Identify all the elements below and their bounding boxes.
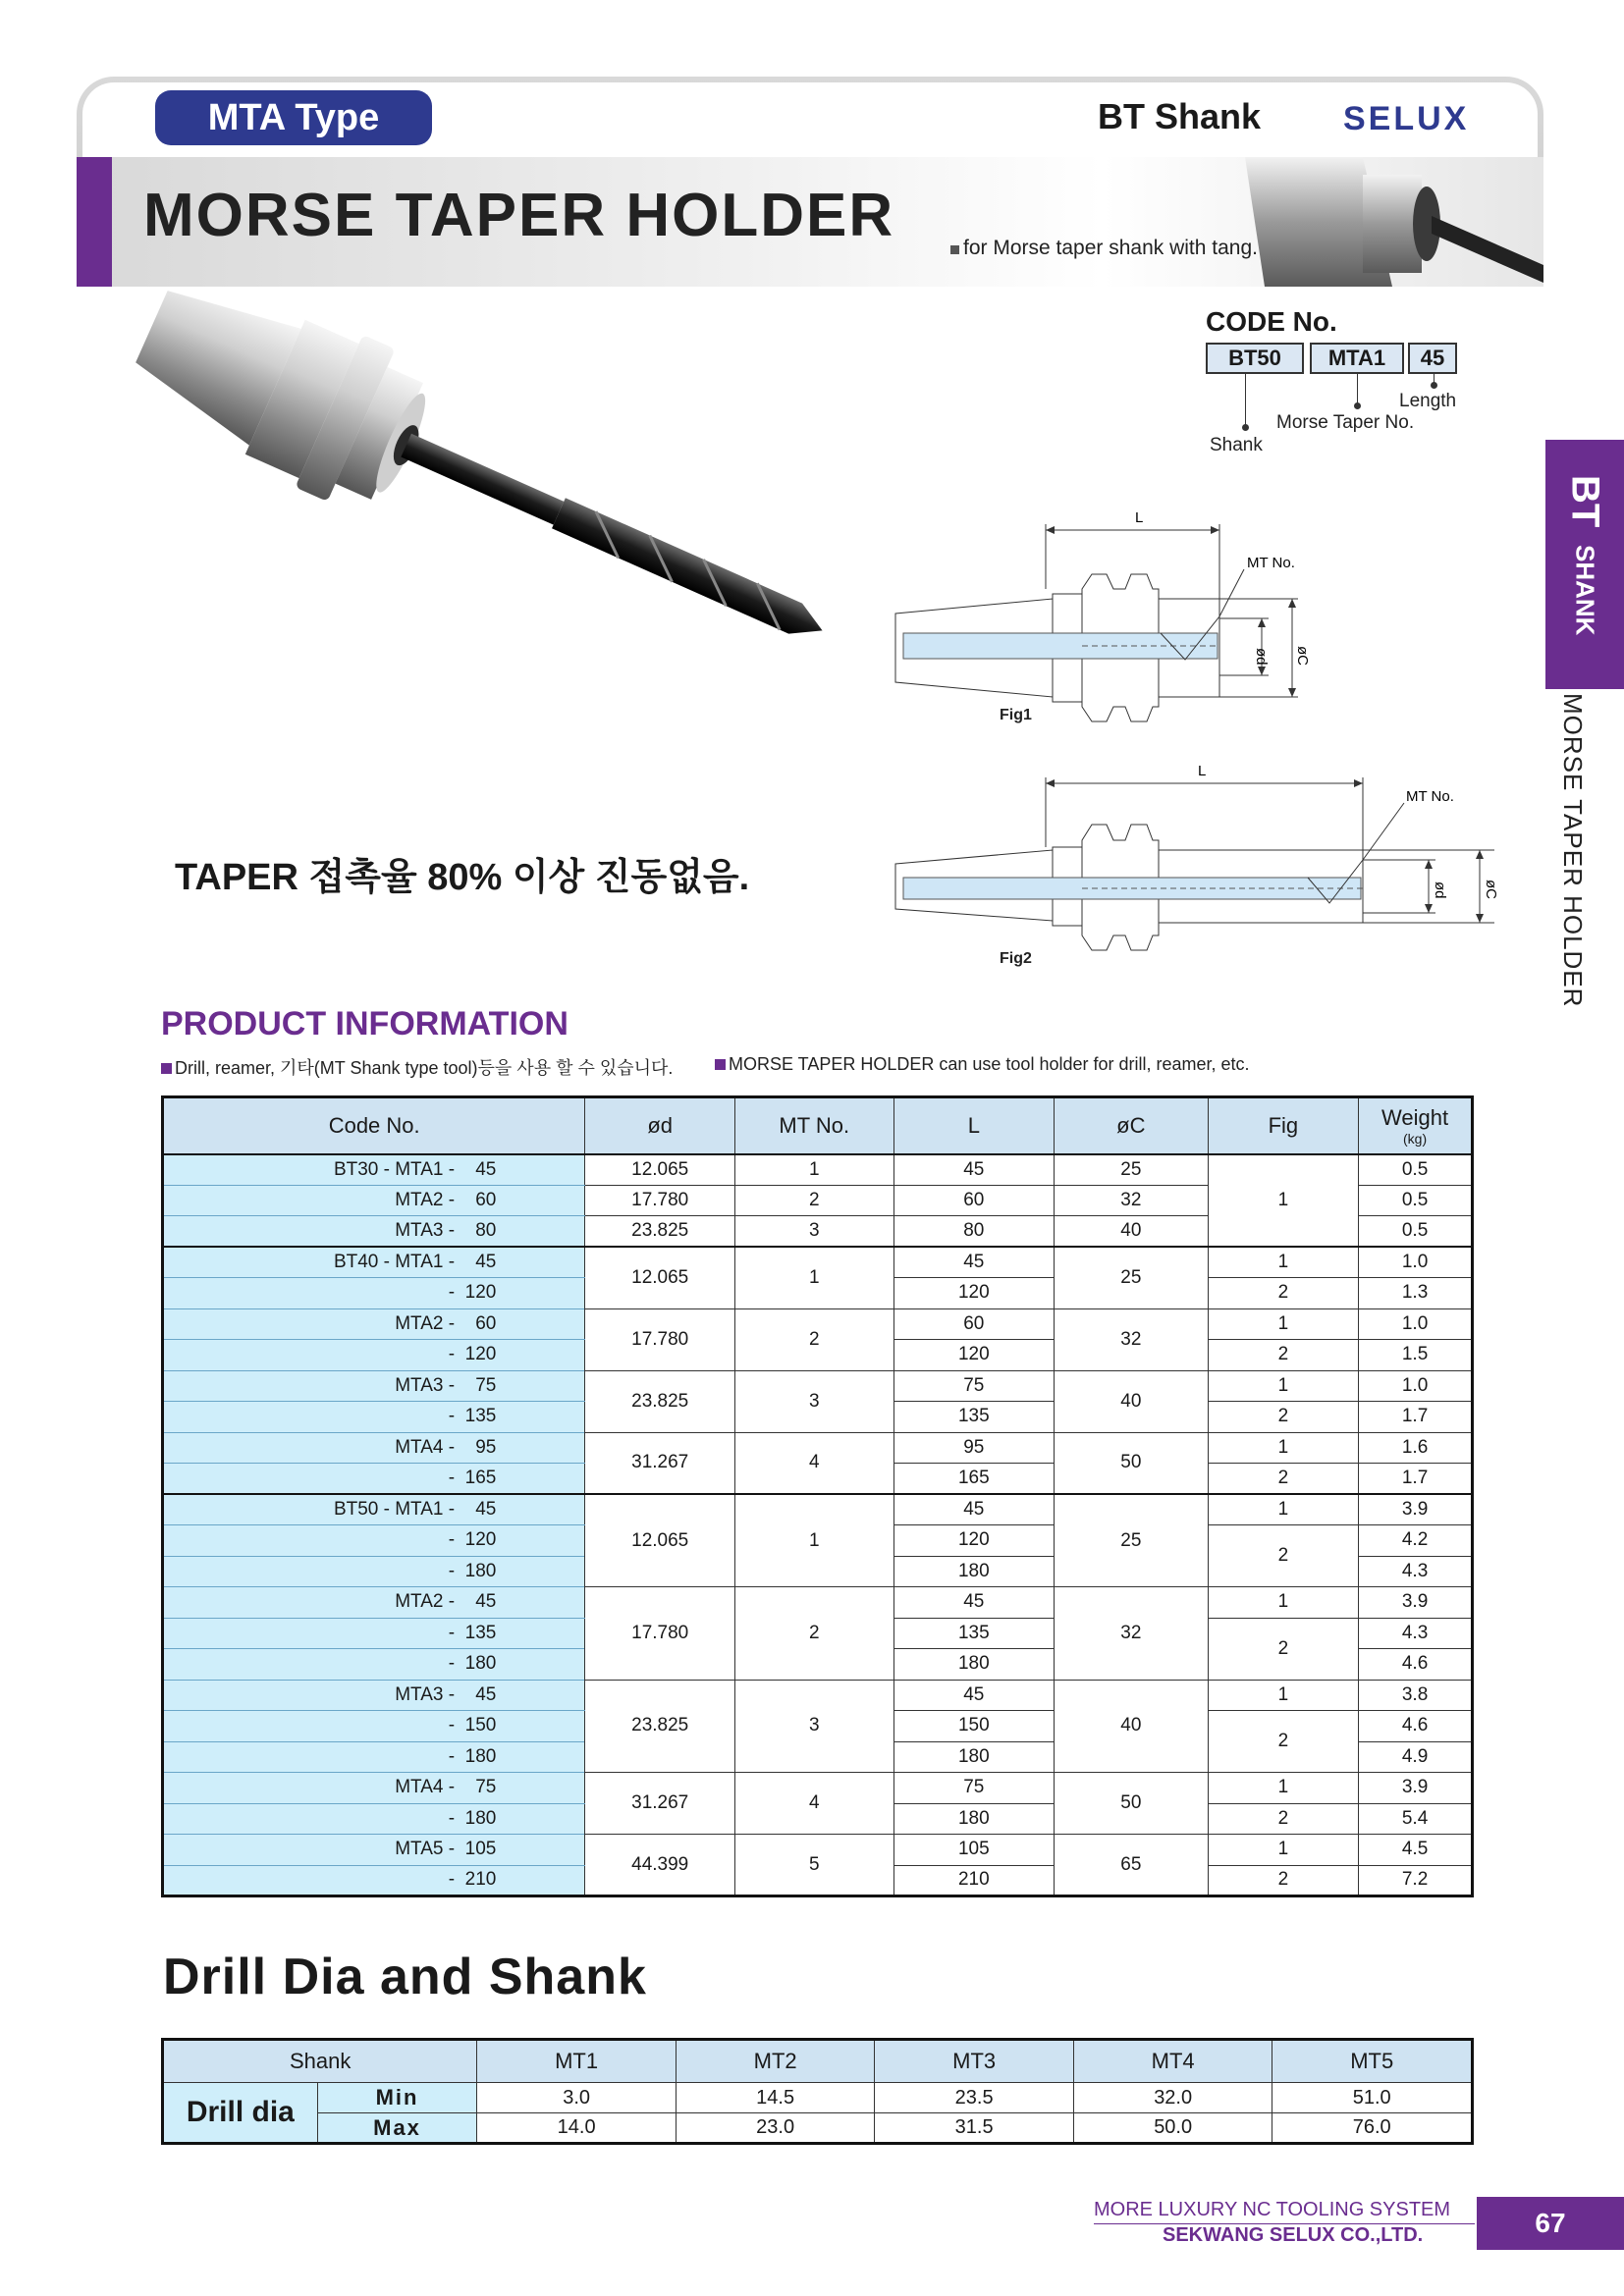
spec-table-header <box>163 1097 1473 1154</box>
cell-code: - 210 <box>163 1865 585 1896</box>
drill-max-mt2: 23.0 <box>676 2113 875 2144</box>
drill-min-mt5: 51.0 <box>1272 2083 1473 2113</box>
code-label-shank: Shank <box>1210 435 1263 455</box>
cell-weight: 4.6 <box>1359 1711 1473 1742</box>
cell-weight: 4.6 <box>1359 1649 1473 1681</box>
cell-fig: 2 <box>1208 1402 1359 1433</box>
cell-fig: 2 <box>1208 1711 1359 1773</box>
cell-l: 45 <box>893 1154 1055 1186</box>
code-box-length: 45 <box>1408 343 1457 374</box>
fig1-dim-c: øC <box>1294 646 1311 666</box>
cell-l: 180 <box>893 1649 1055 1681</box>
cell-code: BT40 - MTA1 - 45 <box>163 1247 585 1278</box>
drill-min-mt3: 23.5 <box>875 2083 1074 2113</box>
footer-tagline: MORE LUXURY NC TOOLING SYSTEM <box>1094 2199 1451 2220</box>
cell-code: - 180 <box>163 1556 585 1587</box>
cell-code: MTA2 - 45 <box>163 1587 585 1619</box>
cell-mt: 2 <box>735 1185 894 1216</box>
cell-code: BT30 - MTA1 - 45 <box>163 1154 585 1186</box>
cell-weight: 1.0 <box>1359 1247 1473 1278</box>
cell-d: 44.399 <box>585 1835 735 1896</box>
cell-mt: 3 <box>735 1370 894 1432</box>
cell-fig: 1 <box>1208 1494 1359 1525</box>
cell-weight: 3.9 <box>1359 1587 1473 1619</box>
cell-d: 23.825 <box>585 1370 735 1432</box>
dot-icon <box>1431 382 1437 389</box>
drill-section-title: Drill Dia and Shank <box>163 1949 647 2005</box>
cell-c: 40 <box>1055 1680 1209 1773</box>
cell-l: 135 <box>893 1618 1055 1649</box>
cell-mt: 2 <box>735 1587 894 1681</box>
drill-header-mt1: MT1 <box>477 2040 677 2083</box>
cell-l: 180 <box>893 1741 1055 1773</box>
drill-min-mt1: 3.0 <box>477 2083 677 2113</box>
drill-header-mt3: MT3 <box>875 2040 1074 2083</box>
cell-fig: 2 <box>1208 1618 1359 1680</box>
drill-min-mt2: 14.5 <box>676 2083 875 2113</box>
cell-weight: 7.2 <box>1359 1865 1473 1896</box>
cell-d: 12.065 <box>585 1154 735 1186</box>
weight-label: Weight <box>1381 1104 1449 1130</box>
cell-fig: 2 <box>1208 1340 1359 1371</box>
cell-mt: 2 <box>735 1308 894 1370</box>
cell-c: 65 <box>1055 1835 1209 1896</box>
cell-l: 45 <box>893 1494 1055 1525</box>
cell-l: 75 <box>893 1370 1055 1402</box>
cell-code: - 120 <box>163 1278 585 1309</box>
fig2-diagram <box>886 754 1499 989</box>
cell-weight: 4.3 <box>1359 1556 1473 1587</box>
table-row <box>163 1773 1473 1804</box>
drill-max-row <box>163 2113 1473 2144</box>
fig1-label: Fig1 <box>1000 707 1032 723</box>
cell-d: 31.267 <box>585 1773 735 1835</box>
drill-min-mt4: 32.0 <box>1073 2083 1272 2113</box>
fig1-diagram <box>886 501 1494 736</box>
fig1-dim-d: ød <box>1253 648 1270 666</box>
cell-fig: 1 <box>1208 1680 1359 1711</box>
dot-icon <box>1242 424 1249 431</box>
drill-min-label: Min <box>317 2083 477 2113</box>
drill-row-label: Drill dia <box>163 2083 318 2144</box>
cell-weight: 0.5 <box>1359 1216 1473 1248</box>
code-leader-shank <box>1245 374 1246 425</box>
cell-mt: 1 <box>735 1247 894 1308</box>
table-row <box>163 1680 1473 1711</box>
cell-fig: 2 <box>1208 1525 1359 1587</box>
cell-weight: 1.3 <box>1359 1278 1473 1309</box>
cell-fig: 1 <box>1208 1308 1359 1340</box>
table-row <box>163 1308 1473 1340</box>
fig2-dim-l: L <box>1198 763 1207 779</box>
cell-fig: 2 <box>1208 1278 1359 1309</box>
cell-weight: 4.2 <box>1359 1525 1473 1557</box>
cell-fig: 2 <box>1208 1803 1359 1835</box>
cell-weight: 1.0 <box>1359 1308 1473 1340</box>
cell-d: 23.825 <box>585 1216 735 1248</box>
cell-code: MTA2 - 60 <box>163 1185 585 1216</box>
cell-l: 60 <box>893 1308 1055 1340</box>
cell-fig: 1 <box>1208 1835 1359 1866</box>
cell-c: 50 <box>1055 1432 1209 1494</box>
product-info-note-kr <box>161 1054 673 1080</box>
cell-code: MTA2 - 60 <box>163 1308 585 1340</box>
cell-l: 105 <box>893 1835 1055 1866</box>
fig1-dim-l: L <box>1135 509 1144 526</box>
code-label-length: Length <box>1399 391 1457 411</box>
cell-fig: 1 <box>1208 1370 1359 1402</box>
drill-min-row <box>163 2083 1473 2113</box>
drill-max-label: Max <box>317 2113 477 2144</box>
bullet-square-icon <box>715 1059 726 1070</box>
side-tab-primary: BT <box>1563 475 1607 528</box>
cell-weight: 1.5 <box>1359 1340 1473 1371</box>
cell-fig: 1 <box>1208 1773 1359 1804</box>
cell-c: 32 <box>1055 1308 1209 1370</box>
page-number: 67 <box>1477 2197 1624 2250</box>
header-fig: Fig <box>1208 1097 1359 1154</box>
table-row <box>163 1494 1473 1525</box>
cell-d: 17.780 <box>585 1185 735 1216</box>
cell-code: - 150 <box>163 1711 585 1742</box>
cell-fig: 2 <box>1208 1464 1359 1495</box>
header-accent-bar <box>77 157 112 287</box>
cell-weight: 3.9 <box>1359 1773 1473 1804</box>
cell-c: 40 <box>1055 1216 1209 1248</box>
cell-code: MTA4 - 75 <box>163 1773 585 1804</box>
cell-d: 12.065 <box>585 1247 735 1308</box>
drill-max-mt5: 76.0 <box>1272 2113 1473 2144</box>
drill-max-mt1: 14.0 <box>477 2113 677 2144</box>
fig2-label: Fig2 <box>1000 950 1032 967</box>
table-row <box>163 1247 1473 1278</box>
shank-title: BT Shank <box>1098 96 1262 136</box>
cell-mt: 3 <box>735 1216 894 1248</box>
fig2-dim-d: ød <box>1432 881 1448 899</box>
cell-l: 45 <box>893 1587 1055 1619</box>
note-en-text: MORSE TAPER HOLDER can use tool holder for drill, reamer, etc. <box>729 1054 1250 1074</box>
cell-mt: 4 <box>735 1432 894 1494</box>
page-title: MORSE TAPER HOLDER <box>143 182 895 249</box>
cell-code: - 180 <box>163 1803 585 1835</box>
cell-c: 25 <box>1055 1247 1209 1308</box>
cell-weight: 1.7 <box>1359 1464 1473 1495</box>
drill-header-shank: Shank <box>163 2040 477 2083</box>
cell-mt: 1 <box>735 1494 894 1587</box>
cell-c: 40 <box>1055 1370 1209 1432</box>
table-row <box>163 1587 1473 1619</box>
side-tab-secondary: SHANK <box>1570 545 1600 636</box>
page-subtitle <box>950 237 1258 260</box>
cell-code: - 120 <box>163 1340 585 1371</box>
korean-note: TAPER 접촉율 80% 이상 진동없음. <box>175 857 750 898</box>
cell-l: 75 <box>893 1773 1055 1804</box>
cell-d: 31.267 <box>585 1432 735 1494</box>
cell-d: 17.780 <box>585 1308 735 1370</box>
cell-code: MTA5 - 105 <box>163 1835 585 1866</box>
cell-code: - 135 <box>163 1402 585 1433</box>
cell-fig: 1 <box>1208 1154 1359 1248</box>
cell-weight: 1.7 <box>1359 1402 1473 1433</box>
cell-l: 45 <box>893 1680 1055 1711</box>
cell-fig: 1 <box>1208 1247 1359 1278</box>
code-box-shank: BT50 <box>1206 343 1304 374</box>
header-weight <box>1359 1097 1473 1154</box>
drill-header-mt4: MT4 <box>1073 2040 1272 2083</box>
drill-table <box>161 2038 1474 2145</box>
cell-d: 23.825 <box>585 1680 735 1773</box>
cell-code: MTA4 - 95 <box>163 1432 585 1464</box>
side-tab-text <box>1545 440 1624 689</box>
spec-table-body <box>163 1154 1473 1896</box>
cell-mt: 1 <box>735 1154 894 1186</box>
cell-weight: 3.8 <box>1359 1680 1473 1711</box>
cell-weight: 0.5 <box>1359 1154 1473 1186</box>
cell-mt: 4 <box>735 1773 894 1835</box>
cell-code: - 180 <box>163 1649 585 1681</box>
header-c: øC <box>1055 1097 1209 1154</box>
cell-l: 180 <box>893 1803 1055 1835</box>
cell-weight: 0.5 <box>1359 1185 1473 1216</box>
code-box-taper: MTA1 <box>1310 343 1404 374</box>
cell-weight: 4.9 <box>1359 1741 1473 1773</box>
page-header <box>77 77 1543 287</box>
cell-l: 165 <box>893 1464 1055 1495</box>
cell-weight: 4.3 <box>1359 1618 1473 1649</box>
cell-fig: 1 <box>1208 1432 1359 1464</box>
cell-l: 45 <box>893 1247 1055 1278</box>
cell-fig: 1 <box>1208 1587 1359 1619</box>
cell-l: 180 <box>893 1556 1055 1587</box>
cell-l: 210 <box>893 1865 1055 1896</box>
product-info-title: PRODUCT INFORMATION <box>161 1005 568 1042</box>
code-label-taper: Morse Taper No. <box>1276 412 1415 433</box>
dot-icon <box>1354 402 1361 409</box>
cell-c: 25 <box>1055 1154 1209 1186</box>
subtitle-text: for Morse taper shank with tang. <box>963 237 1258 259</box>
cell-code: - 180 <box>163 1741 585 1773</box>
cell-code: MTA3 - 75 <box>163 1370 585 1402</box>
fig2-dim-c: øC <box>1483 880 1499 899</box>
header-mt: MT No. <box>735 1097 894 1154</box>
note-kr-text: Drill, reamer, 기타(MT Shank type tool)등을 사용 할 수 있습니다. <box>175 1058 674 1078</box>
table-row <box>163 1154 1473 1186</box>
header-l: L <box>893 1097 1055 1154</box>
fig1-dim-mt: MT No. <box>1247 555 1295 571</box>
drill-max-mt3: 31.5 <box>875 2113 1074 2144</box>
product-info-note-en <box>715 1054 1250 1075</box>
header-tool-image <box>1245 157 1543 287</box>
cell-d: 12.065 <box>585 1494 735 1587</box>
cell-code: MTA3 - 45 <box>163 1680 585 1711</box>
cell-l: 120 <box>893 1278 1055 1309</box>
fig2-dim-mt: MT No. <box>1406 788 1454 805</box>
weight-unit: (kg) <box>1403 1130 1428 1147</box>
cell-fig: 2 <box>1208 1865 1359 1896</box>
cell-l: 135 <box>893 1402 1055 1433</box>
bullet-square-icon <box>161 1063 172 1074</box>
drill-header-mt5: MT5 <box>1272 2040 1473 2083</box>
cell-code: BT50 - MTA1 - 45 <box>163 1494 585 1525</box>
side-label: MORSE TAPER HOLDER <box>1558 693 1588 1008</box>
drill-header-mt2: MT2 <box>676 2040 875 2083</box>
cell-mt: 5 <box>735 1835 894 1896</box>
table-row <box>163 1370 1473 1402</box>
spec-table <box>161 1095 1474 1897</box>
cell-code: - 135 <box>163 1618 585 1649</box>
brand-logo: SELUX <box>1343 100 1470 137</box>
cell-weight: 5.4 <box>1359 1803 1473 1835</box>
cell-l: 60 <box>893 1185 1055 1216</box>
header-code: Code No. <box>163 1097 585 1154</box>
cell-c: 25 <box>1055 1494 1209 1587</box>
cell-c: 32 <box>1055 1587 1209 1681</box>
footer-company: SEKWANG SELUX CO.,LTD. <box>1163 2224 1424 2246</box>
drill-max-mt4: 50.0 <box>1073 2113 1272 2144</box>
cell-l: 95 <box>893 1432 1055 1464</box>
table-row <box>163 1835 1473 1866</box>
cell-weight: 4.5 <box>1359 1835 1473 1866</box>
cell-c: 50 <box>1055 1773 1209 1835</box>
code-title: CODE No. <box>1206 306 1337 337</box>
bullet-square-icon <box>950 245 959 254</box>
product-image <box>126 324 852 746</box>
cell-l: 150 <box>893 1711 1055 1742</box>
type-badge: MTA Type <box>155 90 432 145</box>
cell-weight: 3.9 <box>1359 1494 1473 1525</box>
cell-weight: 1.6 <box>1359 1432 1473 1464</box>
cell-code: MTA3 - 80 <box>163 1216 585 1248</box>
cell-code: - 120 <box>163 1525 585 1557</box>
cell-c: 32 <box>1055 1185 1209 1216</box>
table-row <box>163 1432 1473 1464</box>
cell-code: - 165 <box>163 1464 585 1495</box>
cell-weight: 1.0 <box>1359 1370 1473 1402</box>
header-d: ød <box>585 1097 735 1154</box>
cell-l: 120 <box>893 1340 1055 1371</box>
cell-d: 17.780 <box>585 1587 735 1681</box>
cell-mt: 3 <box>735 1680 894 1773</box>
cell-l: 120 <box>893 1525 1055 1557</box>
code-leader-taper <box>1357 374 1358 403</box>
cell-l: 80 <box>893 1216 1055 1248</box>
drill-header-row <box>163 2040 1473 2083</box>
